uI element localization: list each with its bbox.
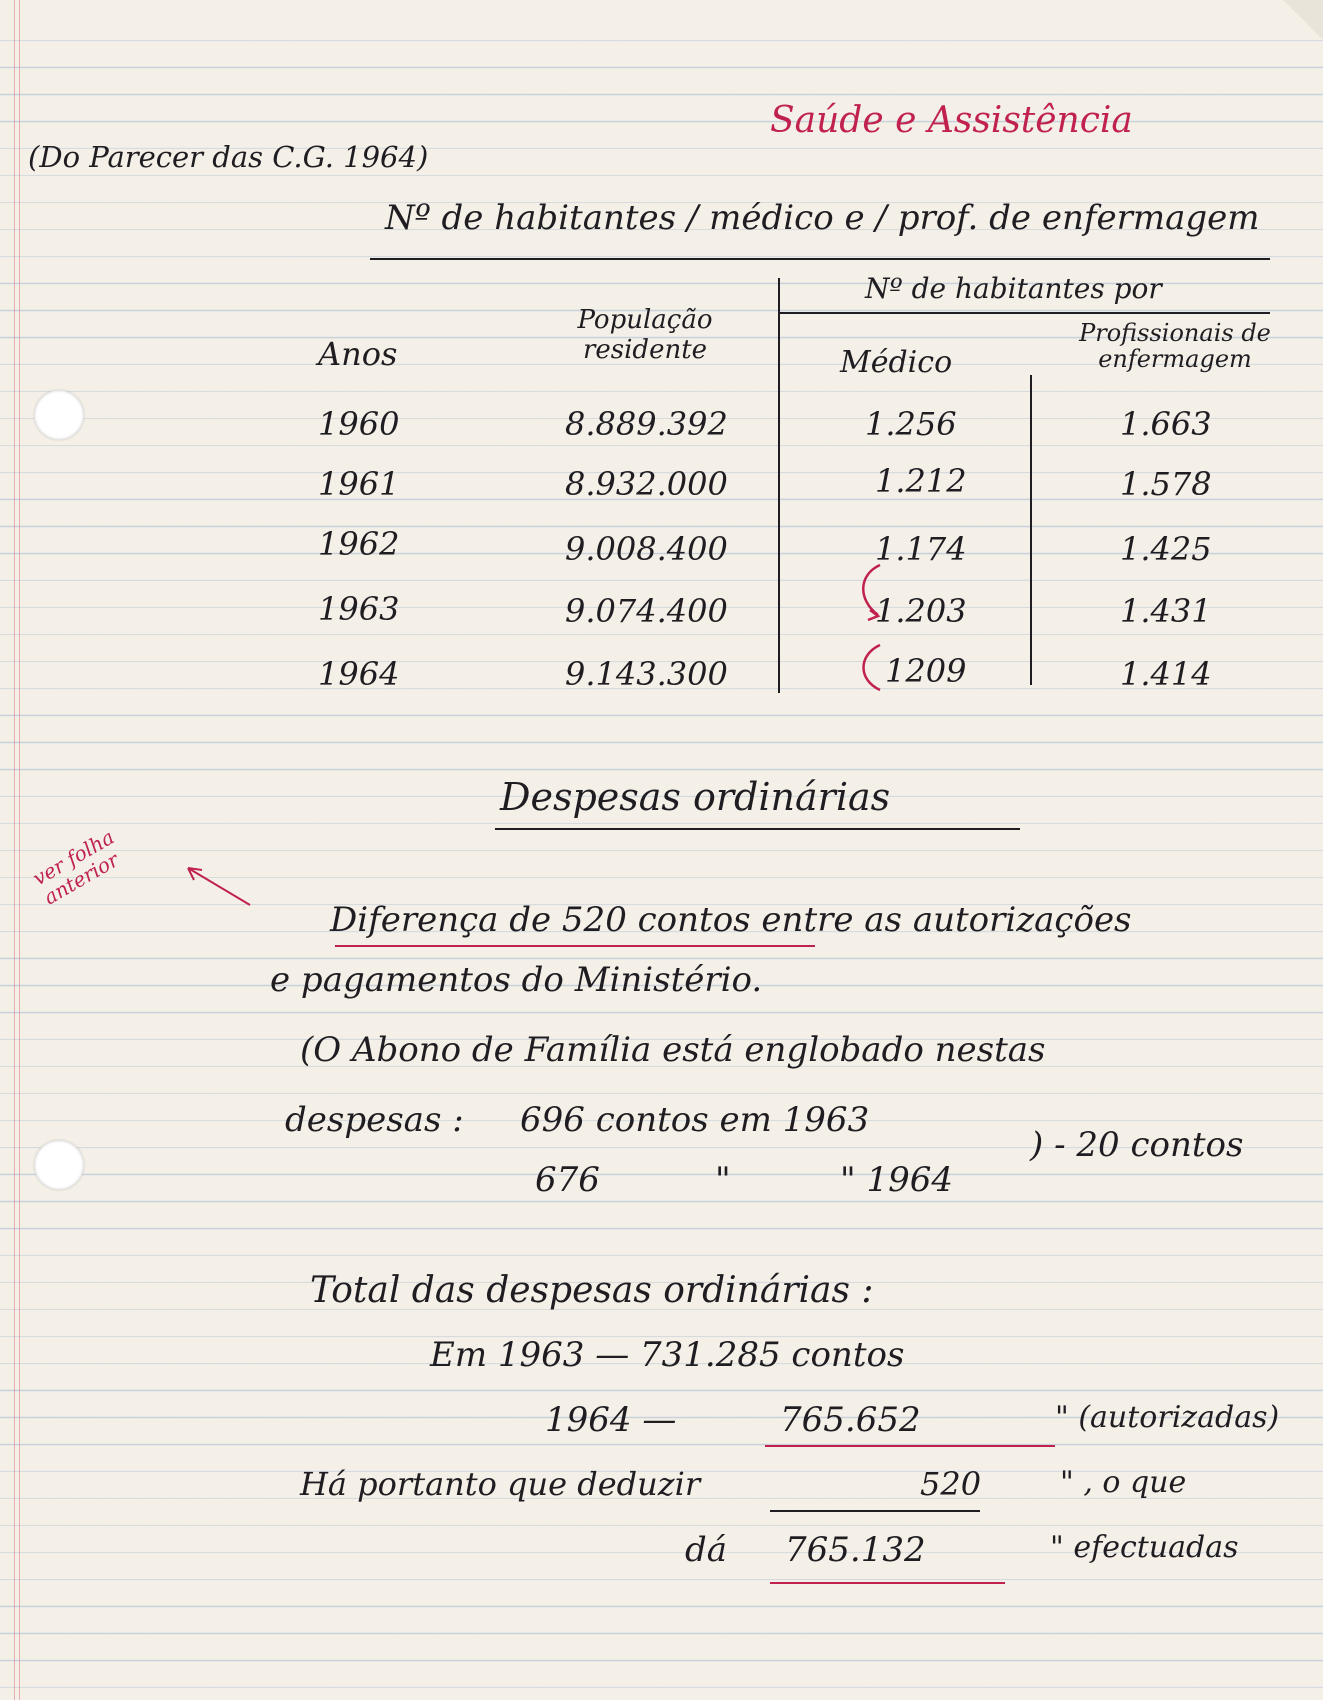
section-heading-underline [495,828,1020,830]
column-header-anos: Anos [318,335,398,373]
row-1961-medico: 1.212 [875,462,967,500]
row-1964-pop: 9.143.300 [565,655,728,693]
red-underline [765,1445,1055,1447]
deduct-label: Há portanto que deduzir [300,1465,701,1503]
column-header-medico: Médico [840,345,953,380]
body-line-5-value: 676 [535,1160,600,1200]
red-bracket-annotation [850,560,890,700]
result-label: dá [685,1530,728,1570]
total-1964-note: " (autorizadas) [1055,1400,1280,1435]
deduct-value: 520 [920,1465,982,1503]
row-1962-medico: 1.174 [875,530,967,568]
table-divider [1030,375,1032,685]
row-1964-medico: 1209 [885,652,967,690]
body-line-4-value: 696 contos em 1963 [520,1100,870,1140]
result-value: 765.132 [785,1530,926,1570]
row-1963-enf: 1.431 [1120,592,1212,630]
group-header: Nº de habitantes por [865,272,1162,305]
body-line-5-ditto-year: " 1964 [840,1160,953,1200]
margin-line [14,0,15,1700]
row-1961-ano: 1961 [318,465,400,503]
row-1960-pop: 8.889.392 [565,405,728,443]
row-1961-pop: 8.932.000 [565,465,728,503]
total-label: Total das despesas ordinárias : [310,1270,874,1311]
red-underline [335,945,815,947]
row-1964-ano: 1964 [318,655,400,693]
table-title-underline [370,258,1270,260]
row-1962-ano: 1962 [318,525,400,563]
row-1963-pop: 9.074.400 [565,592,728,630]
row-1964-enf: 1.414 [1120,655,1212,693]
total-1964-year: 1964 — [545,1400,677,1440]
body-line-4-label: despesas : [285,1100,464,1140]
column-header-enfermagem: Profissionais de enfermagem [1079,319,1271,373]
row-1963-medico: 1.203 [875,592,967,630]
margin-line [19,0,20,1700]
row-1962-pop: 9.008.400 [565,530,728,568]
table-divider [778,278,780,693]
row-1962-enf: 1.425 [1120,530,1212,568]
row-1960-medico: 1.256 [865,405,957,443]
body-line-5-ditto: " [715,1160,731,1200]
total-1964-value: 765.652 [780,1400,921,1440]
row-1960-enf: 1.663 [1120,405,1212,443]
column-header-populacao: População residente [577,305,713,365]
page-title: Saúde e Assistência [770,100,1133,141]
table-title: Nº de habitantes / médico e / prof. de enfermagem [385,198,1260,238]
margin-note: ver folha anterior [28,824,123,910]
group-header-underline [780,312,1270,314]
red-underline [770,1582,1005,1584]
page-corner [1283,0,1323,40]
section-heading: Despesas ordinárias [500,775,891,819]
total-1963: Em 1963 — 731.285 contos [430,1335,905,1375]
body-line-2: e pagamentos do Ministério. [270,960,763,1000]
body-line-3: (O Abono de Família está englobado nestas [300,1030,1046,1070]
deduct-underline [770,1510,980,1512]
body-line-1: Diferença de 520 contos entre as autorizações [330,900,1132,940]
bracket-result: ) - 20 contos [1030,1125,1244,1165]
row-1960-ano: 1960 [318,405,400,443]
margin-arrow-icon [180,860,260,910]
row-1961-enf: 1.578 [1120,465,1212,503]
deduct-note: " , o que [1060,1465,1187,1500]
punch-hole [34,1140,84,1190]
row-1963-ano: 1963 [318,590,400,628]
source-note: (Do Parecer das C.G. 1964) [28,140,429,174]
result-note: " efectuadas [1050,1530,1239,1565]
punch-hole [34,390,84,440]
